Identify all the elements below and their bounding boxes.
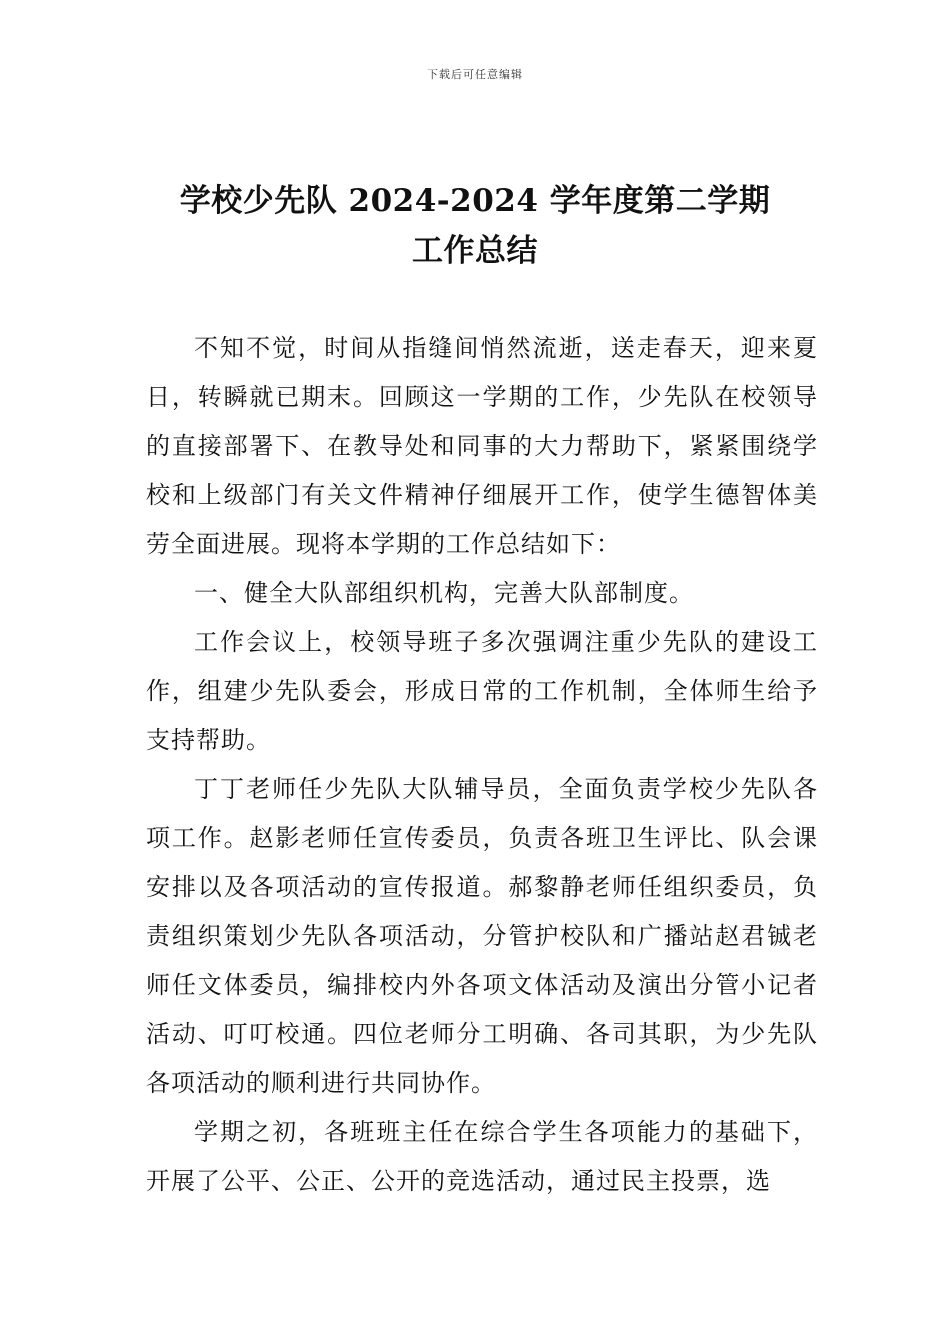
document-body	[146, 324, 818, 1206]
title-line-2: 工作总结	[412, 233, 538, 269]
paragraph-intro: 不知不觉，时间从指缝间悄然流逝，送走春天，迎来夏日，转瞬就已期末。回顾这一学期的工作，少先队在校领导的直接部署下、在教导处和同事的大力帮助下，紧紧围绕学校和上级部门有关文件精神仔细展开工作，使学生德智体美劳全面进展。现将本学期的工作总结如下：	[146, 334, 818, 558]
paragraph-staff-roles: 丁丁老师任少先队大队辅导员，全面负责学校少先队各项工作。赵影老师任宣传委员，负责各班卫生评比、队会课安排以及各项活动的宣传报道。郝黎静老师任组织委员，负责组织策划少先队各项活动，分管护校队和广播站赵君铖老师任文体委员，编排校内外各项文体活动及演出分管小记者活动、叮叮校通。四位老师分工明确、各司其职，为少先队各项活动的顺利进行共同协作。	[146, 775, 818, 1097]
paragraph-meeting: 工作会议上，校领导班子多次强调注重少先队的建设工作，组建少先队委会，形成日常的工作机制，全体师生给予支持帮助。	[146, 628, 818, 754]
header-note: 下载后可任意编辑	[427, 68, 523, 81]
paragraph-semester-start: 学期之初，各班班主任在综合学生各项能力的基础下，开展了公平、公正、公开的竞选活动，通过民主投票，选	[146, 1118, 818, 1195]
document-title	[100, 176, 850, 276]
paragraph-section-heading: 一、健全大队部组织机构，完善大队部制度。	[194, 579, 694, 607]
title-line-1: 学校少先队 2024-2024 学年度第二学期	[179, 183, 771, 219]
